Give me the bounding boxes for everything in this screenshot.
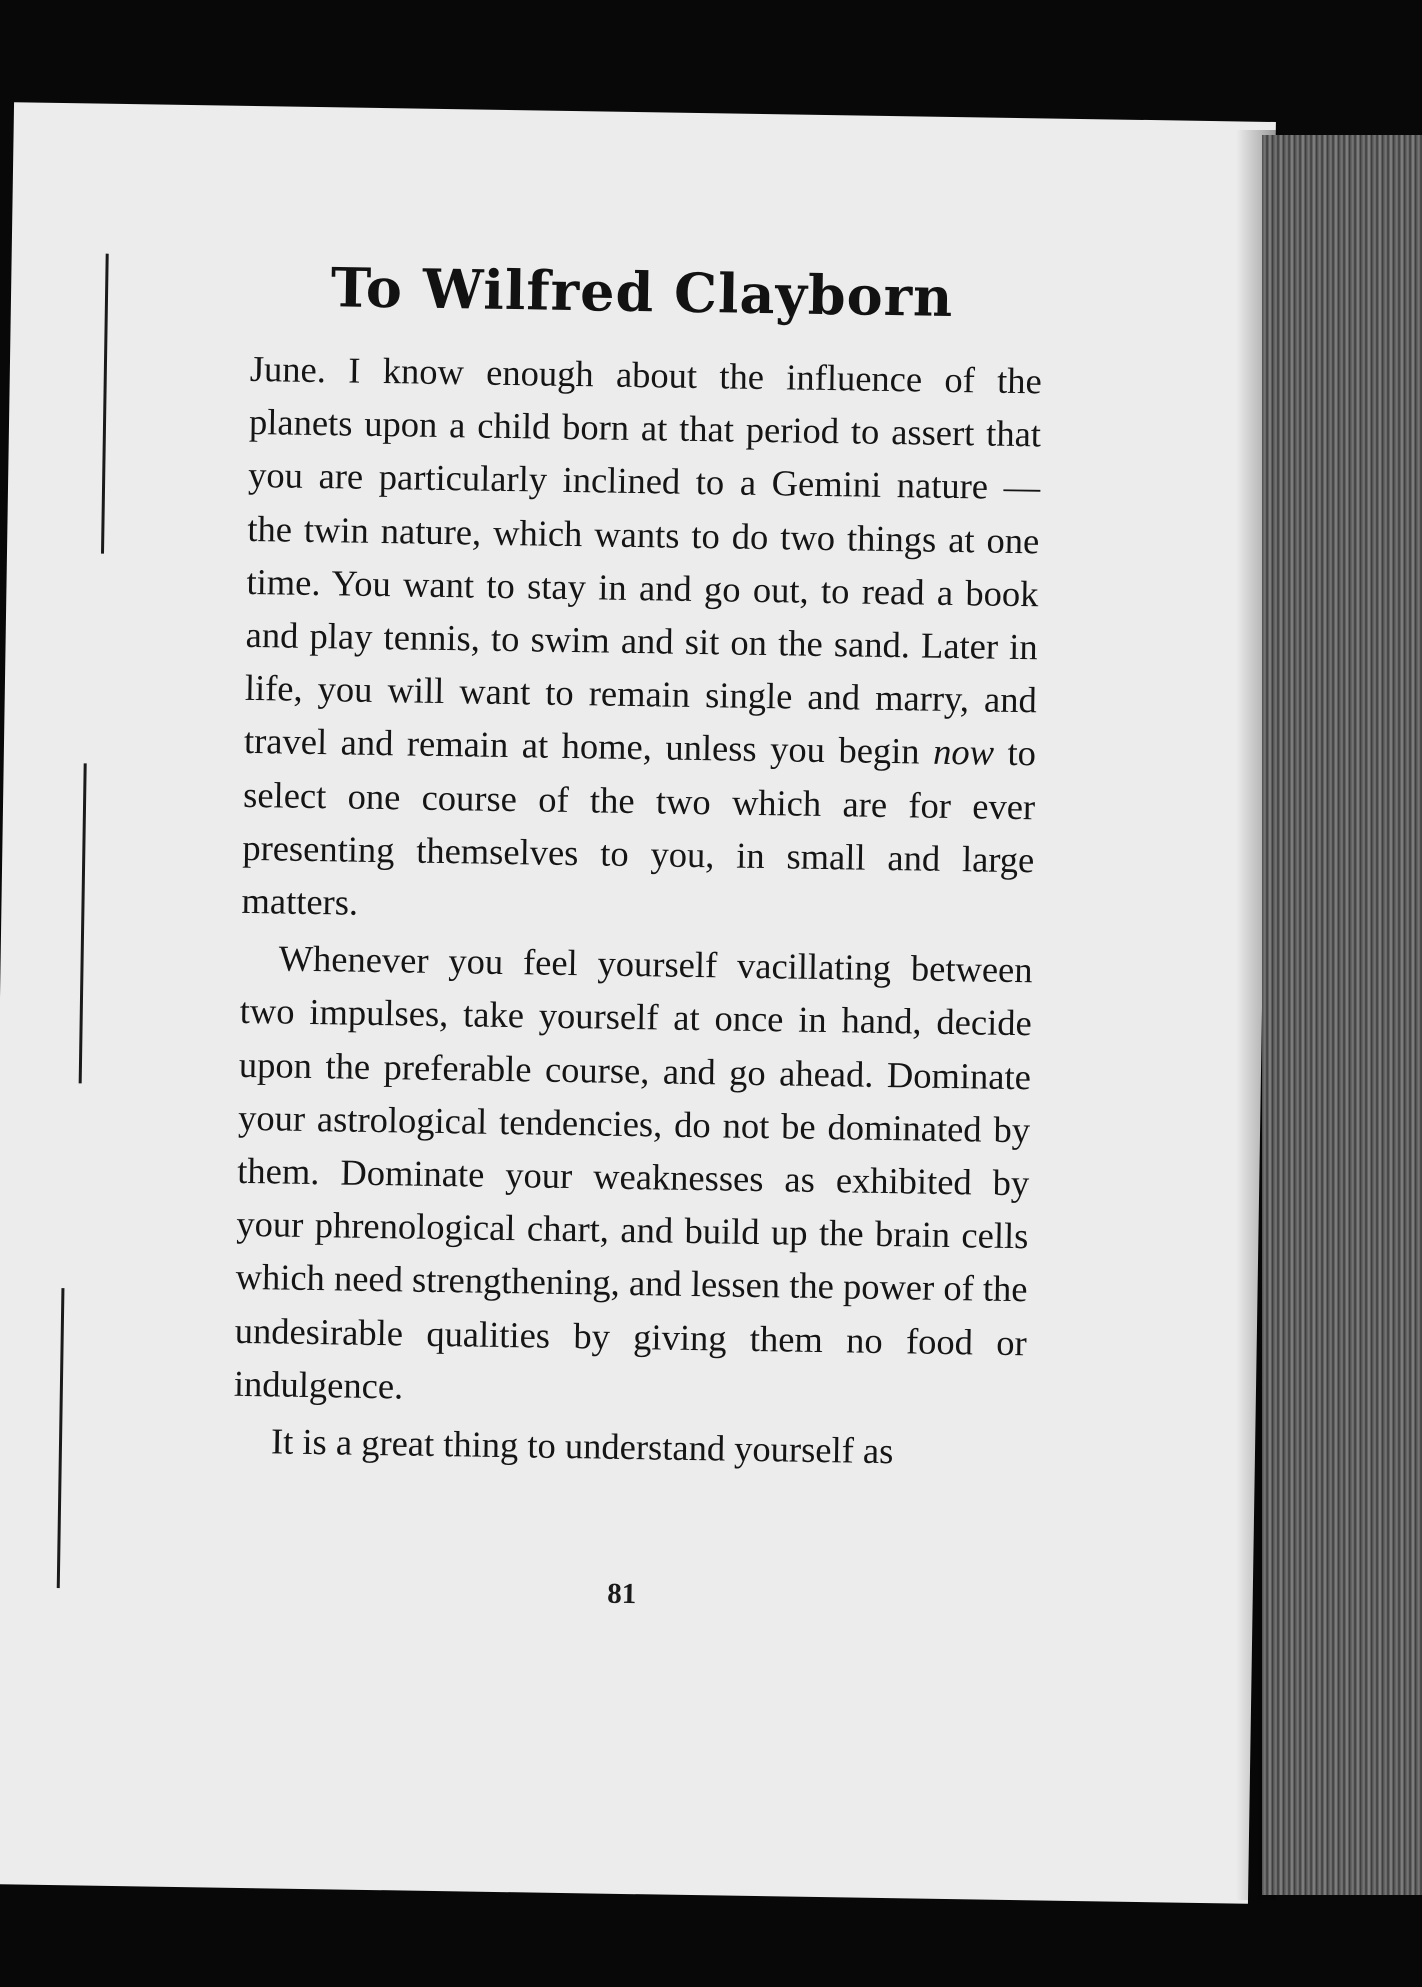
- book-page: [0, 102, 1276, 1904]
- paragraph-1-text-b: to select one course of the two which are for ever presenting themselves to you, in small and large matters.: [241, 732, 1037, 923]
- book-fore-edge: [1262, 135, 1422, 1895]
- emphasis-now: now: [932, 731, 995, 774]
- body-text: [233, 342, 1043, 1480]
- paragraph-2: Whenever you feel yourself vacillating between two impulses, take yourself at once in hand, decide upon the preferable course, and go ahead. Dominate your astrological tendencies, do not be dominated by them. Dominate your weaknesses as exhibited by your phrenological chart, and build up the brain cells which need strengthening, and lessen the power of the undesirable qualities by giving them no food or indulgence.: [233, 937, 1033, 1407]
- paragraph-3: It is a great thing to understand yourself as: [270, 1420, 894, 1472]
- page-number: 81: [606, 1577, 637, 1611]
- margin-rule-middle: [79, 763, 87, 1083]
- paragraph-1: [241, 342, 1042, 940]
- running-head: To Wilfred Clayborn: [330, 255, 954, 329]
- margin-rule-bottom: [57, 1288, 65, 1588]
- paragraph-1-text-a: June. I know enough about the influence of the planets upon a child born at that period to assert that you are particularly inclined to a Gemini nature — the twin nature, which wants to do two things at one time. You want to stay in and go out, to read a book and play tennis, to swim and sit on the sand. Later in life, you will want to remain single and marry, and travel and remain at home, unless you begin: [243, 347, 1043, 773]
